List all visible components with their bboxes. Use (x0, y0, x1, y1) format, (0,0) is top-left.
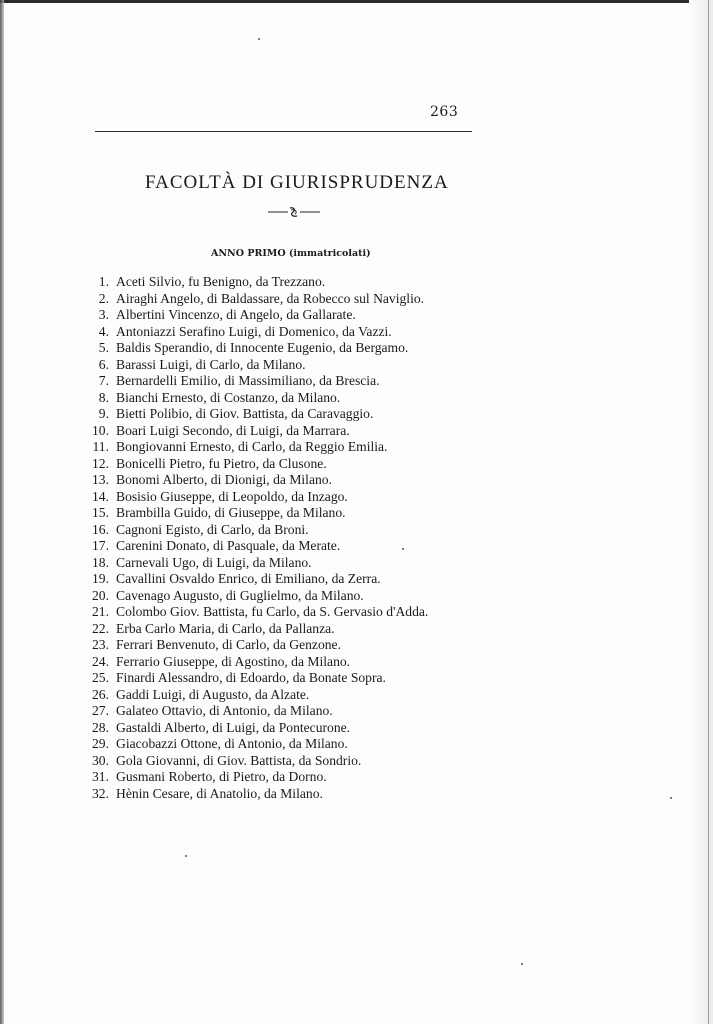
list-item (0, 340, 713, 357)
list-item (0, 390, 713, 407)
header-rule (95, 131, 472, 132)
entry-number: 24. (92, 653, 109, 669)
entry-number: 30. (92, 752, 109, 768)
list-item (0, 703, 713, 720)
entry-number: 9. (98, 406, 109, 421)
entry-text: Erba Carlo Maria, di Carlo, da Pallanza. (116, 620, 335, 636)
student-list (0, 274, 713, 802)
list-item (0, 637, 713, 654)
page-title: FACOLTÀ DI GIURISPRUDENZA (145, 172, 449, 193)
list-item (0, 307, 713, 324)
entry-number: 5. (98, 340, 109, 355)
entry-text: Bietti Polibio, di Giov. Battista, da Caravaggio. (116, 406, 374, 421)
entry-text: Antoniazzi Serafino Luigi, di Domenico, da Vazzi. (116, 323, 392, 339)
page-edge-top (0, 0, 713, 3)
entry-text: Cavenago Augusto, di Guglielmo, da Milano. (116, 587, 364, 603)
paper-speck (402, 548, 404, 550)
list-item (0, 505, 713, 522)
list-item (0, 555, 713, 572)
list-item (0, 720, 713, 737)
list-item (0, 654, 713, 671)
entry-number: 6. (98, 356, 109, 372)
entry-number: 28. (92, 719, 109, 735)
entry-number: 10. (92, 422, 109, 438)
list-item (0, 439, 713, 456)
entry-text: Giacobazzi Ottone, di Antonio, da Milano. (116, 736, 348, 751)
entry-number: 23. (92, 637, 109, 652)
list-item (0, 274, 713, 291)
list-item (0, 687, 713, 704)
entry-number: 32. (92, 785, 109, 801)
entry-text: Galateo Ottavio, di Antonio, da Milano. (116, 703, 333, 718)
entry-number: 20. (92, 587, 109, 603)
list-item (0, 456, 713, 473)
entry-number: 2. (98, 290, 109, 306)
list-item (0, 571, 713, 588)
entry-text: Airaghi Angelo, di Baldassare, da Robecco sul Naviglio. (116, 290, 425, 306)
list-item (0, 604, 713, 621)
list-item (0, 786, 713, 803)
entry-number: 27. (92, 703, 109, 718)
entry-number: 1. (98, 274, 109, 289)
list-item (0, 423, 713, 440)
list-item (0, 489, 713, 506)
entry-text: Cagnoni Egisto, di Carlo, da Broni. (116, 521, 309, 537)
entry-text: Barassi Luigi, di Carlo, da Milano. (116, 356, 306, 372)
entry-text: Gola Giovanni, di Giov. Battista, da Sondrio. (116, 752, 362, 768)
list-item (0, 769, 713, 786)
list-item (0, 522, 713, 539)
paper-speck (185, 855, 187, 857)
entry-text: Gastaldi Alberto, di Luigi, da Pontecurone. (116, 719, 351, 735)
entry-text: Albertini Vincenzo, di Angelo, da Gallarate. (116, 307, 356, 322)
entry-text: Hènin Cesare, di Anatolio, da Milano. (116, 785, 323, 801)
entry-text: Bonicelli Pietro, fu Pietro, da Clusone. (116, 455, 327, 471)
entry-number: 21. (92, 604, 109, 619)
entry-text: Cavallini Osvaldo Enrico, di Emiliano, da Zerra. (116, 571, 381, 586)
entry-number: 26. (92, 686, 109, 702)
entry-number: 22. (92, 620, 109, 636)
list-item (0, 291, 713, 308)
entry-number: 3. (98, 307, 109, 322)
entry-text: Bernardelli Emilio, di Massimiliano, da Brescia. (116, 373, 380, 388)
entry-text: Baldis Sperandio, di Innocente Eugenio, da Bergamo. (116, 340, 409, 355)
entry-text: Boari Luigi Secondo, di Luigi, da Marrara. (116, 422, 350, 438)
section-subtitle: ANNO PRIMO (immatricolati) (211, 248, 371, 259)
entry-text: Gaddi Luigi, di Augusto, da Alzate. (116, 686, 310, 702)
entry-number: 13. (92, 472, 109, 487)
list-item (0, 324, 713, 341)
entry-number: 29. (92, 736, 109, 751)
list-item (0, 588, 713, 605)
paper-speck (670, 797, 672, 799)
entry-text: Gusmani Roberto, di Pietro, da Dorno. (116, 769, 327, 784)
list-item (0, 753, 713, 770)
entry-text: Carnevali Ugo, di Luigi, da Milano. (116, 554, 312, 570)
list-item (0, 621, 713, 638)
ornament-divider (266, 205, 322, 219)
entry-text: Brambilla Guido, di Giuseppe, da Milano. (116, 505, 346, 520)
entry-text: Ferrari Benvenuto, di Carlo, da Genzone. (116, 637, 341, 652)
list-item (0, 670, 713, 687)
entry-number: 19. (92, 571, 109, 586)
entry-text: Aceti Silvio, fu Benigno, da Trezzano. (116, 274, 326, 289)
list-item (0, 373, 713, 390)
entry-number: 12. (92, 455, 109, 471)
entry-text: Finardi Alessandro, di Edoardo, da Bonate Sopra. (116, 670, 386, 685)
entry-text: Bonomi Alberto, di Dionigi, da Milano. (116, 472, 332, 487)
entry-number: 15. (92, 505, 109, 520)
entry-number: 25. (92, 670, 109, 685)
entry-number: 14. (92, 488, 109, 504)
entry-number: 17. (92, 538, 109, 553)
entry-text: Carenini Donato, di Pasquale, da Merate. (116, 538, 341, 553)
paper-speck (521, 963, 523, 965)
entry-number: 7. (98, 373, 109, 388)
paper-speck (258, 38, 260, 40)
entry-text: Bianchi Ernesto, di Costanzo, da Milano. (116, 389, 341, 405)
entry-number: 31. (92, 769, 109, 784)
entry-number: 11. (92, 439, 109, 454)
entry-number: 4. (98, 323, 109, 339)
entry-text: Colombo Giov. Battista, fu Carlo, da S. Gervasio d'Adda. (116, 604, 429, 619)
entry-number: 8. (98, 389, 109, 405)
list-item (0, 406, 713, 423)
list-item (0, 357, 713, 374)
entry-text: Bosisio Giuseppe, di Leopoldo, da Inzago. (116, 488, 348, 504)
entry-text: Ferrario Giuseppe, di Agostino, da Milano. (116, 653, 351, 669)
list-item (0, 736, 713, 753)
list-item (0, 538, 713, 555)
entry-number: 18. (92, 554, 109, 570)
entry-number: 16. (92, 521, 109, 537)
page-number: 263 (430, 104, 459, 120)
list-item (0, 472, 713, 489)
entry-text: Bongiovanni Ernesto, di Carlo, da Reggio Emilia. (116, 439, 388, 454)
